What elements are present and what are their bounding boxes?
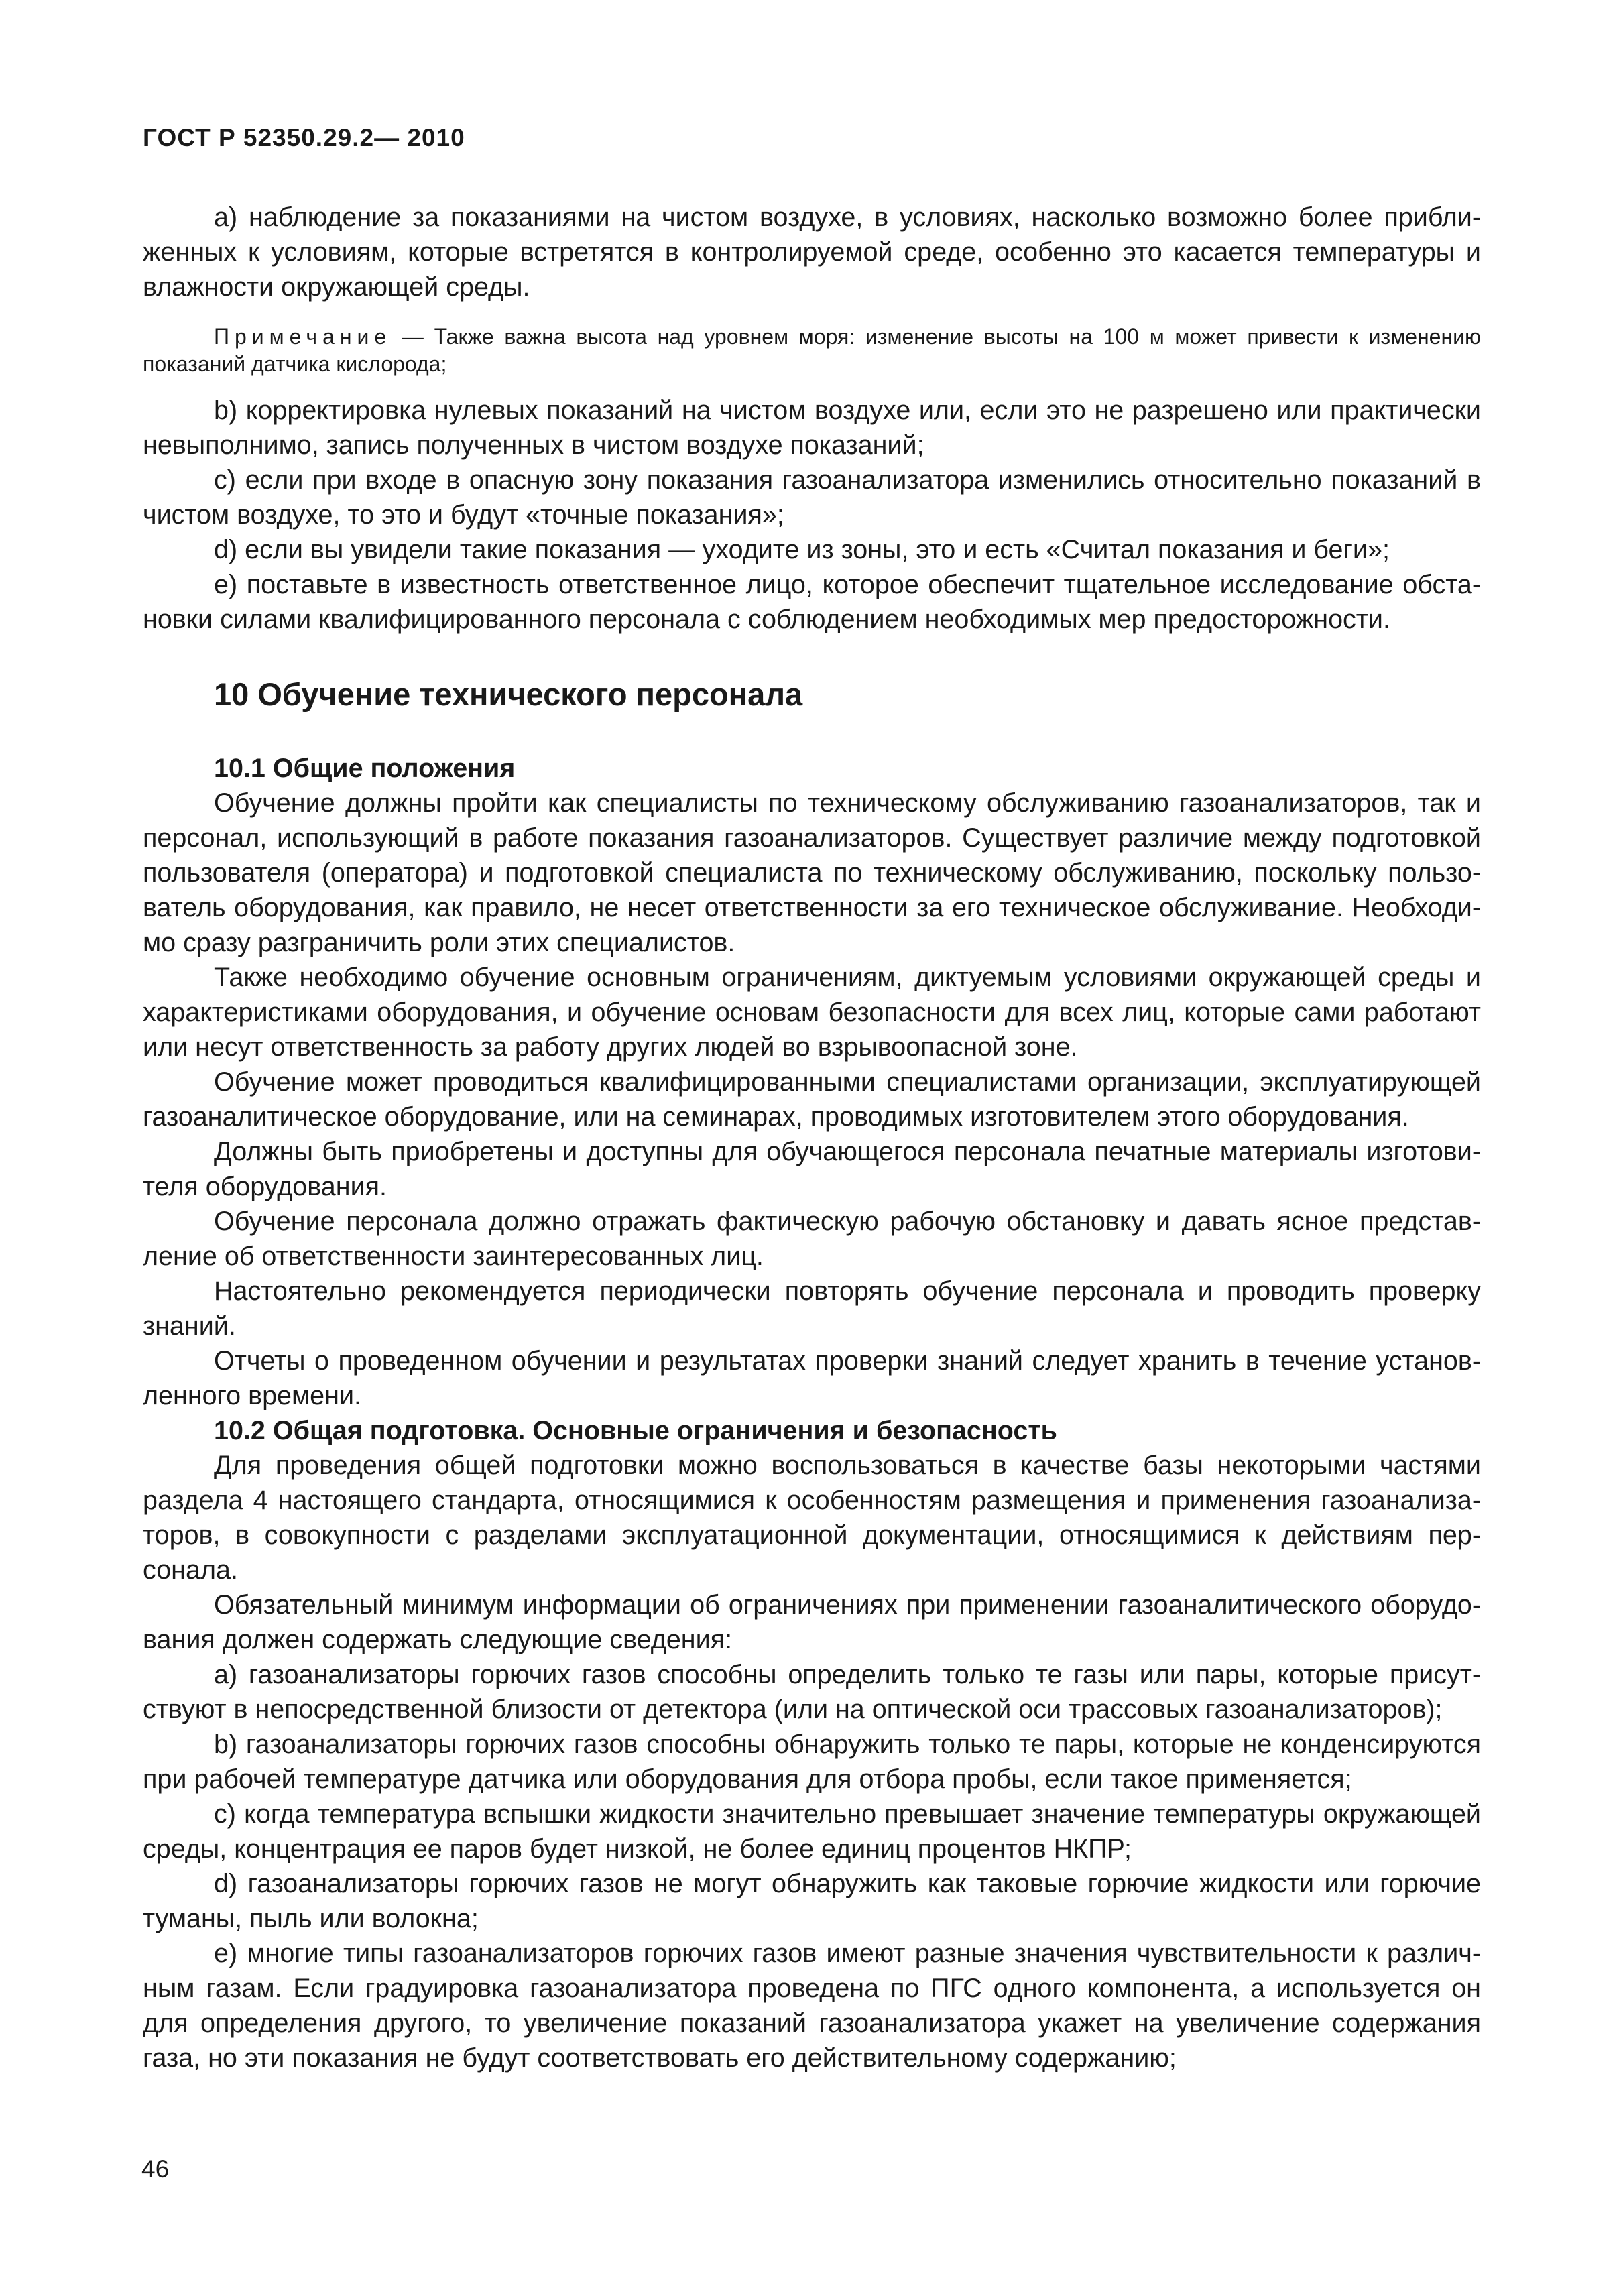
- list-item-e: е) поставьте в известность ответственное лицо, которое обеспечит тщательное исследование обста-новки силами квалифицированного персонала с соблюдением необходимых мер предосторожности.: [143, 570, 1481, 634]
- list-item-d: d) газоанализаторы горючих газов не могут обнаружить как таковые горючие жидкости или горючие туманы, пыль или волокна;: [143, 1869, 1481, 1933]
- note: [143, 323, 1481, 378]
- list-item-b: b) газоанализаторы горючих газов способны обнаружить только те пары, которые не конденсируются при рабочей температуре датчика или оборудования для отбора пробы, если такое применяется;: [143, 1730, 1481, 1794]
- paragraph: Для проведения общей подготовки можно воспользоваться в качестве базы некоторыми частями раздела 4 настоящего стандарта, относящимися к особенностям размещения и применения газоанализа-торов, в совокупности с разделами эксплуатационной документации, относящимися к действиям пер-сонала.: [143, 1451, 1481, 1585]
- standard-header: ГОСТ Р 52350.29.2— 2010: [143, 124, 465, 152]
- subsection-heading: 10.2 Общая подготовка. Основные ограничения и безопасность: [214, 1416, 1057, 1445]
- list-item-c: с) если при входе в опасную зону показания газоанализатора изменились относительно показаний в чистом воздухе, то это и будут «точные показания»;: [143, 465, 1481, 530]
- list-item-d: d) если вы увидели такие показания — уходите из зоны, это и есть «Считал показания и беги»;: [214, 535, 1390, 564]
- paragraph: Обучение должны пройти как специалисты по техническому обслуживанию газоанализаторов, так и персонал, использующий в работе показания газоанализаторов. Существует различие между подготовкой пользователя (оператора) и подготовкой специалиста по техническому обслуживанию, поскольку пользо-ватель оборудования, как правило, не несет ответственности за его техническое обслуживание. Необходи-мо сразу разграничить роли этих специалистов.: [143, 788, 1481, 957]
- paragraph: Обучение персонала должно отражать фактическую рабочую обстановку и давать ясное представ-ление об ответственности заинтересованных лиц.: [143, 1207, 1481, 1271]
- page-number: 46: [141, 2155, 170, 2183]
- paragraph: Настоятельно рекомендуется периодически повторять обучение персонала и проводить проверку знаний.: [143, 1276, 1481, 1341]
- paragraph: Обязательный минимум информации об ограничениях при применении газоаналитического оборудо-вания должен содержать следующие сведения:: [143, 1590, 1481, 1654]
- paragraph: Отчеты о проведенном обучении и результатах проверки знаний следует хранить в течение установ-ленного времени.: [143, 1346, 1481, 1410]
- subsection-heading: 10.1 Общие положения: [214, 753, 516, 783]
- note-text: — Также важна высота над уровнем моря: изменение высоты на 100 м может привести к изменению показаний датчика кислорода;: [143, 324, 1481, 376]
- list-item-a: а) газоанализаторы горючих газов способны определить только те газы или пары, которые присут-ствуют в непосредственной близости от детектора (или на оптической оси трассовых газоанализаторов);: [143, 1660, 1481, 1724]
- paragraph: Также необходимо обучение основным ограничениям, диктуемым условиями окружающей среды и характеристиками оборудования, и обучение основам безопасности для всех лиц, которые сами работают или несут ответственность за работу других людей во взрывоопасной зоне.: [143, 963, 1481, 1062]
- section-heading: 10 Обучение технического персонала: [214, 676, 803, 712]
- page-content: [143, 200, 1481, 2075]
- list-item-c: с) когда температура вспышки жидкости значительно превышает значение температуры окружающей среды, концентрация ее паров будет низкой, не более единиц процентов НКПР;: [143, 1799, 1481, 1864]
- paragraph: Обучение может проводиться квалифицированными специалистами организации, эксплуатирующей газоаналитическое оборудование, или на семинарах, проводимых изготовителем этого оборудования.: [143, 1067, 1481, 1132]
- paragraph: Должны быть приобретены и доступны для обучающегося персонала печатные материалы изготови-теля оборудования.: [143, 1137, 1481, 1201]
- list-item-b: b) корректировка нулевых показаний на чистом воздухе или, если это не разрешено или практически невыполнимо, запись полученных в чистом воздухе показаний;: [143, 396, 1481, 460]
- note-label: Примечание: [214, 324, 392, 349]
- list-item-a: а) наблюдение за показаниями на чистом воздухе, в условиях, насколько возможно более прибли-женных к условиям, которые встретятся в контролируемой среде, особенно это касается температуры и влажности окружающей среды.: [143, 202, 1481, 302]
- list-item-e: е) многие типы газоанализаторов горючих газов имеют разные значения чувствительности к различ-ным газам. Если градуировка газоанализатора проведена по ПГС одного компонента, а используется он для определения другого, то увеличение показаний газоанализатора укажет на увеличение содержания газа, но эти показания не будут соответствовать его действительному содержанию;: [143, 1939, 1481, 2073]
